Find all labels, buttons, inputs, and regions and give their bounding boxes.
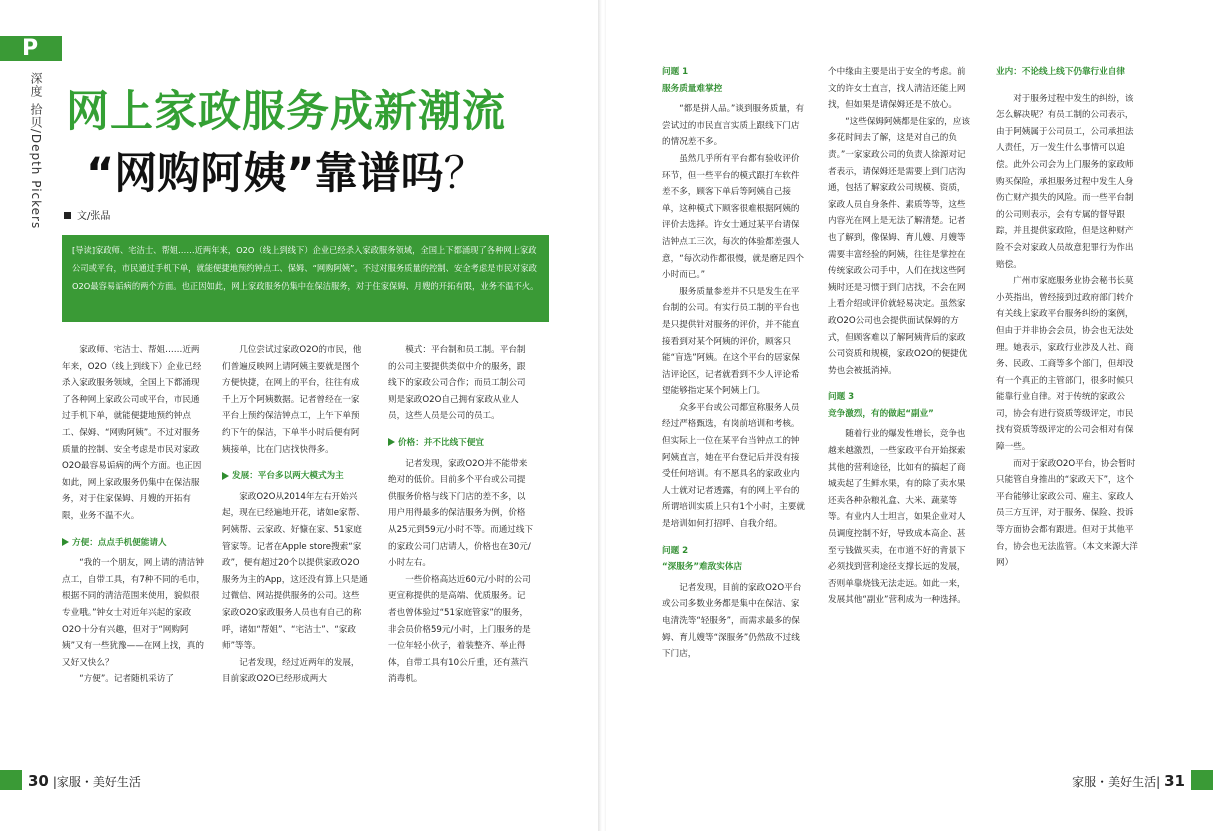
subheading-text: 价格：并不比线下便宜	[398, 437, 484, 448]
paragraph: 众多平台或公司都宣称服务人员经过严格甄选，有岗前培训和考核。但实际上一位在某平台当钟点工的钟阿姨直言，她在平台登记后并没有接受任何培训。有不愿具名的家政业内人士就对记者透露，有的网上平台的所谓培训实质上只有1个小时，主要就是培训如何打招呼、自我介绍。	[662, 402, 805, 530]
right-page	[606, 0, 1213, 831]
paragraph: 模式：平台制和员工制。平台制的公司主要提供类似中介的服务，跟线下的家政公司合作；而员工制公司则是家政O2O自己拥有家政从业人员，这些人员是公司的员工。	[388, 345, 526, 422]
column-5	[828, 64, 974, 609]
subheading	[222, 468, 368, 485]
paragraph: 记者发现，目前的家政O2O平台或公司多数业务都是集中在保洁、家电清洗等“轻服务”，而需求最多的保姆、育儿嫂等“深服务”仍然敌不过线下门店，	[662, 582, 802, 660]
paragraph: 一些价格高达近60元/小时的公司更宣称提供的是高端、优质服务。记者也曾体验过“51家庭管家”的服务，非会员价格59元/小时，上门服务的是一位年轻小伙子，着装整齐、举止得体，自带工具有10公斤重，还有蒸汽消毒机。	[388, 574, 531, 685]
section-heading: 业内：不论线上线下仍靠行业自律	[996, 67, 1125, 77]
section-badge: P	[0, 36, 62, 61]
footer-left	[28, 772, 141, 790]
paragraph: “我的一个朋友，网上请的清洁钟点工，自带工具，有7种不同的毛巾，根据不同的清洁范围来使用，貌似很专业哦。”钟女士对近年兴起的家政O2O十分有兴趣，但对于“网购阿姨”又有一些犹豫——在网上找，真的又好又快么？	[62, 558, 205, 668]
column-2	[222, 342, 368, 688]
column-1	[62, 342, 208, 688]
page-number-right: 31	[1164, 772, 1185, 790]
question-label: 问题 3	[828, 392, 855, 403]
byline-square-icon	[64, 212, 71, 219]
paragraph: 广州市家庭服务业协会秘书长莫小英指出，曾经接到过政府部门转介有关线上家政平台服务纠纷的案例，但由于并非协会会员，协会也无法处理。她表示，家政行业涉及人社、商务、民政、工商等多个部门，但却没有一个真正的主管部门，很多时候只能靠行业自律。对于传统的家政公司，协会有进行资质等级评定，市民找有资质等级评定的公司会相对有保障一些。	[996, 276, 1134, 453]
triangle-icon	[388, 438, 395, 446]
column-4	[662, 64, 808, 663]
subheading	[62, 535, 208, 552]
footer-bar-left	[0, 770, 22, 790]
footer-right-text: 家服・美好生活|	[1072, 775, 1161, 789]
paragraph: 家政O2O从2014年左右开始兴起，现在已经遍地开花，诸如e家帮、阿姨帮、云家政、好慷在家、51家庭管家等。记者在Apple store搜索“家政”，便有超过20个以提供家政O2O服务为主的App，这还没有算上只是通过微信、网站提供服务的公司。这些家政O2O家政服务人员也有自己的称呼，诸如“帮姐”、“宅洁士”、“家政师”等等。	[222, 491, 368, 652]
byline-text: 文/张晶	[77, 211, 111, 222]
question-title: 竞争激烈，有的做起“副业”	[828, 408, 934, 419]
left-page	[0, 0, 600, 831]
paragraph: 个中缘由主要是出于安全的考虑。前文的许女士直言，找人清洁还能上网找，但如果是请保姆还是不放心。	[828, 67, 966, 111]
paragraph: “这些保姆阿姨都是住家的，应该多花时间去了解，这是对自己的负责。”一家家政公司的负责人徐源对记者表示，请保姆还是需要上到门店沟通，包括了解家政公司规模、资质，家政人员自身条件、素质等等，这些内容光在网上是无法了解清楚。记者也了解到，像保姆、育儿嫂、月嫂等需要丰富经验的阿姨，往往是掌控在传统家政公司手中，人们在找这些阿姨时还是习惯于到门店找，不会在网上看介绍或评价就轻易决定。虽然家政O2O公司也会提供面试保姆的方式，但顾客难以了解阿姨背后的家政公司资质和规模，家政O2O的便捷优势也会被抵消掉。	[828, 116, 970, 376]
question-label: 问题 1	[662, 67, 689, 77]
footer-right	[1072, 772, 1185, 790]
subheading	[388, 435, 534, 452]
lead-box: [导读]家政师、宅洁士、帮姐……近两年来，O2O（线上到线下）企业已经杀入家政服务领域，全国上下都涌现了各种网上家政公司或平台，市民通过手机下单，就能便捷地预约钟点工、保姆、“网购阿姨”。不过对服务质量的控制、安全考虑是市民对家政O2O最容易诟病的两个方面。也正因如此，网上家政服务仍集中在保洁服务，对于住家保姆、月嫂的开拓有限，业务不温不火。	[62, 235, 549, 322]
source-note: （本文来源大洋网）	[996, 541, 1138, 569]
article-title: 网上家政服务成新潮流	[66, 87, 506, 137]
subtitle-text: “网购阿姨”靠谱吗	[86, 149, 444, 199]
question-label: 问题 2	[662, 545, 689, 556]
triangle-icon	[222, 472, 229, 480]
paragraph: 随着行业的爆发性增长，竞争也越来越激烈，一些家政平台开始探索其他的营利途径，比如有的搞起了商城卖起了生鲜水果，有的除了卖水果还卖各种杂粮礼盒、大米、蔬菜等等。有业内人士坦言，如果企业对人员调度控制不好，导致成本高企、甚至亏钱做买卖，在市道不好的背景下必须找到营利途径支撑长远的发展，否则单靠烧钱无法走远。如此一来，发展其他“副业”营利成为一种选择。	[828, 429, 966, 606]
column-3	[388, 342, 534, 688]
subtitle-question-mark: ？	[443, 149, 487, 199]
footer-bar-right	[1191, 770, 1213, 790]
section-label: 深度 拾贝/Depth Pickers	[29, 72, 43, 230]
page-number-left: 30	[28, 772, 49, 790]
paragraph: 虽然几乎所有平台都有验收评价环节，但一些平台的模式跟打车软件差不多，顾客下单后等阿姨自己接单，这种模式下顾客很难根据阿姨的评价去选择。许女士通过某平台请保洁钟点工三次，每次的体验都差强人意，“每次动作都很慢，就是磨足四个小时而已。”	[662, 153, 804, 281]
paragraph: 记者发现，经过近两年的发展，目前家政O2O已经形成两大	[222, 657, 360, 685]
byline	[64, 207, 110, 222]
question-title: 服务质量难掌控	[662, 83, 723, 94]
paragraph: 家政师、宅洁士、帮姐……近两年来，O2O（线上到线下）企业已经杀入家政服务领域，全国上下都涌现了各种网上家政公司或平台，市民通过手机下单，就能便捷地预约钟点工、保姆、“网购阿姨”。不过对服务质量的控制、安全考虑是市民对家政O2O最容易诟病的两个方面。也正因如此，网上家政服务仍集中在保洁服务，对于住家保姆、月嫂的开拓有限，业务不温不火。	[62, 345, 202, 521]
footer-left-text: |家服・美好生活	[52, 775, 141, 789]
column-6	[996, 64, 1142, 572]
paragraph	[996, 456, 1142, 572]
subheading-text: 发展：平台多以两大模式为主	[232, 471, 344, 482]
paragraph: “方便”。记者随机采访了	[79, 674, 175, 685]
article-subtitle	[86, 140, 487, 201]
paragraph: “都是拼人品。”谈到服务质量，有尝试过的市民直言实质上跟线下门店的情况差不多。	[662, 104, 805, 148]
subheading-text: 方便：点点手机便能请人	[72, 537, 167, 548]
question-title: “深服务”难敌实体店	[662, 562, 743, 573]
paragraph: 记者发现，家政O2O并不能带来绝对的低价。目前多个平台或公司提供服务价格与线下门店的差不多，以用户用得最多的保洁服务为例，价格从25元到59元/小时不等。而通过线下的家政公司门店请人，价格也在30元/小时左右。	[388, 458, 534, 569]
triangle-icon	[62, 538, 69, 546]
paragraph: 几位尝试过家政O2O的市民，他们普遍反映网上请阿姨主要就是图个方便快捷，在网上的平台，往往有成千上万个阿姨数据。记者曾经在一家平台上预约保洁钟点工，上午下单预约下午的保洁，下单半小时后便有阿姨接单，比在门店找快得多。	[222, 345, 362, 455]
paragraph: 对于服务过程中发生的纠纷，该怎么解决呢？有员工制的公司表示，由于阿姨属于公司员工，公司承担法人责任，万一发生什么事情可以追偿。此外公司会为上门服务的家政师购买保险，承担服务过程中发生人身伤亡财产损失的风险。而一些平台制的公司则表示，会有专属的督导跟踪，并且提供家政险，但是这种财产险不会对家政人员故意犯罪行为作出赔偿。	[996, 93, 1134, 270]
paragraph: 服务质量参差并不只是发生在平台制的公司。有实行员工制的平台也是只提供针对服务的评价，并不能直接看到对某个阿姨的评价，顾客只能“盲选”阿姨。在这个平台的居家保洁评论区，记者就看到不少人评论希望能够指定某个阿姨上门。	[662, 286, 800, 397]
paragraph-text: 而对于家政O2O平台，协会暂时只能管自身推出的“家政天下”，这个平台能够让家政公司、雇主、家政人员三方互评，对于服务、保险、投诉等方面协会都有跟进。但对于其他平台，协会也无法监管。	[996, 458, 1136, 552]
